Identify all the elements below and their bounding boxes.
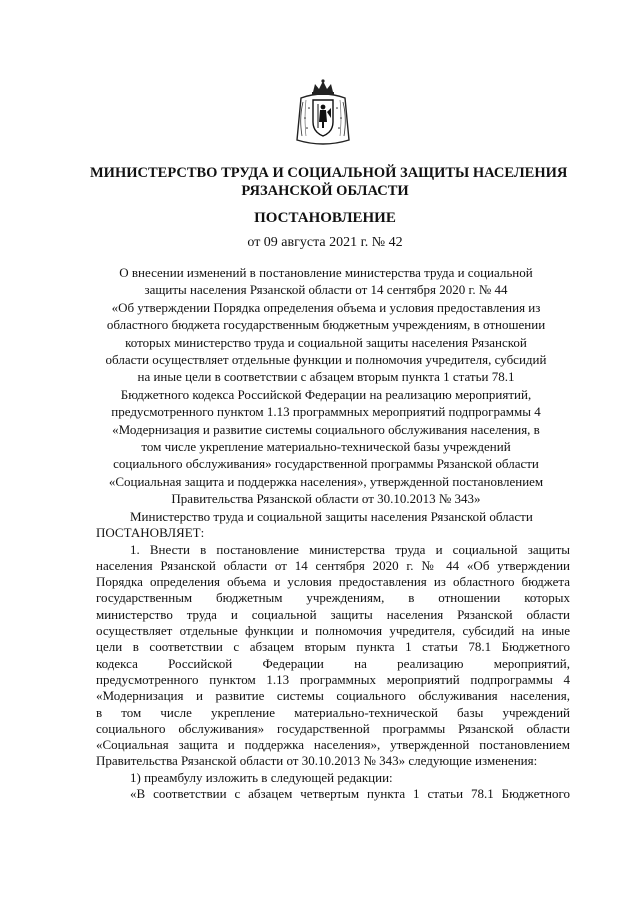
- body-line: 1) преамбулу изложить в следующей редакции:: [130, 769, 393, 785]
- subject-line: О внесении изменений в постановление министерства труда и социальной: [119, 265, 533, 280]
- body-line: «Социальная защита и поддержка населения», утвержденной постановлением: [96, 737, 570, 753]
- body-line: «Модернизация и развитие системы социального обслуживания населения,: [96, 688, 570, 704]
- document-type: ПОСТАНОВЛЕНИЕ: [254, 210, 396, 226]
- document-subject: [92, 264, 560, 508]
- body-line: цели в соответствии с абзацем вторым пункта 1 статьи 78.1 Бюджетного: [96, 639, 570, 655]
- subject-line: предусмотренного пунктом 1.13 программных мероприятий подпрограммы 4: [111, 404, 541, 420]
- body-line: Порядка определения объема и условия предоставления из областного бюджета: [96, 574, 570, 590]
- ryazan-coat-of-arms-icon: [293, 78, 353, 148]
- subject-line: которых министерство труда и социальной защиты населения Рязанской: [125, 334, 527, 350]
- subject-line: Правительства Рязанской области от 30.10.2013 № 343»: [171, 491, 481, 507]
- body-line: ПОСТАНОВЛЯЕТ:: [96, 525, 205, 541]
- body-line: населения Рязанской области от 14 сентября 2020 г. № 44 «Об утверждении: [96, 557, 570, 573]
- subject-line: «Социальная защита и поддержка населения», утвержденной постановлением: [108, 473, 544, 489]
- subject-line: на иные цели в соответствии с абзацем вторым пункта 1 статьи 78.1: [137, 369, 515, 385]
- subject-line: том числе укрепление материально-технической базы учреждений: [141, 439, 511, 455]
- ministry-name-line: МИНИСТЕРСТВО ТРУДА И СОЦИАЛЬНОЙ ЗАЩИТЫ НАСЕЛЕНИЯ: [90, 165, 568, 181]
- subject-line: области осуществляет отдельные функции и полномочия учредителя, субсидий: [105, 352, 547, 368]
- subject-line: «Модернизация и развитие системы социального обслуживания населения, в: [112, 421, 540, 437]
- body-line: государственным бюджетным учреждениям, в отношении которых: [96, 590, 570, 606]
- body-line: министерство труда и социальной защиты населения Рязанской области: [96, 606, 570, 622]
- body-line: 1. Внести в постановление министерства труда и социальной защиты: [130, 541, 570, 557]
- body-line: «В соответствии с абзацем четвертым пункта 1 статьи 78.1 Бюджетного: [130, 786, 570, 802]
- body-line: социального обслуживания» государственной программы Рязанской области: [96, 720, 570, 736]
- body-line: предусмотренного пунктом 1.13 программных мероприятий подпрограммы 4: [96, 671, 570, 687]
- ministry-name-line: РЯЗАНСКОЙ ОБЛАСТИ: [241, 183, 409, 199]
- body-line: в том числе укрепление материально-технической базы учреждений: [96, 704, 570, 720]
- body-line: Правительства Рязанской области от 30.10.2013 № 343» следующие изменения:: [96, 753, 538, 769]
- subject-line: областного бюджета государственным бюджетным учреждениям, в отношении: [106, 317, 546, 333]
- body-line: Министерство труда и социальной защиты населения Рязанской области: [130, 509, 533, 524]
- subject-line: Бюджетного кодекса Российской Федерации на реализацию мероприятий,: [120, 386, 532, 402]
- subject-line: защиты населения Рязанской области от 14 сентября 2020 г. № 44: [144, 282, 508, 298]
- subject-line: «Об утверждении Порядка определения объема и условия предоставления из: [111, 299, 541, 315]
- ministry-name: [90, 164, 568, 200]
- body-line: кодекса Российской Федерации на реализацию мероприятий,: [96, 655, 570, 671]
- subject-line: социального обслуживания» государственной программы Рязанской области: [113, 456, 539, 472]
- document-date-number: от 09 августа 2021 г. № 42: [247, 235, 403, 250]
- document-body: [96, 509, 570, 802]
- body-line: осуществляет отдельные функции и полномочия учредителя, субсидий на иные: [96, 623, 570, 639]
